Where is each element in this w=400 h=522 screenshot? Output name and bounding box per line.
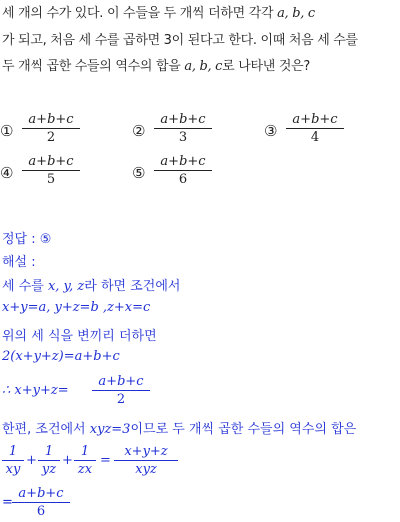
- equals-sign: =: [100, 453, 111, 468]
- solution-fraction: [2, 444, 24, 477]
- solution-fraction: [92, 374, 150, 407]
- choice-fraction: [22, 154, 80, 187]
- solution-fraction: [74, 444, 96, 477]
- fraction-denominator: 4: [286, 128, 344, 145]
- choice-number: ②: [132, 122, 146, 140]
- problem-line-2: [2, 29, 358, 48]
- fraction-denominator: yz: [38, 460, 60, 477]
- fraction-numerator: a+b+c: [98, 374, 144, 389]
- problem-line-3: [2, 55, 310, 74]
- choice-number: ④: [0, 164, 14, 182]
- solution-fraction: [12, 486, 70, 519]
- fraction-denominator: 5: [22, 170, 80, 187]
- fraction-numerator: 1: [8, 444, 18, 459]
- problem-text: 두 개씩 곱한 수들의 역수의 합을: [2, 59, 181, 74]
- problem-variables: a, b, c: [184, 59, 223, 74]
- answer-line: 정답 : ⑤: [2, 232, 52, 247]
- solution-equation-3: ∴ x+y+z=: [2, 383, 69, 398]
- fraction-numerator: a+b+c: [18, 486, 64, 501]
- choice-fraction: [286, 112, 344, 145]
- explanation-heading: 해설 :: [2, 255, 36, 270]
- fraction-denominator: xyz: [114, 460, 178, 477]
- fraction-denominator: 2: [92, 390, 150, 407]
- solution-text: 이므로 두 개씩 곱한 수들의 역수의 합은: [130, 422, 357, 437]
- problem-variables: a, b, c: [277, 6, 315, 21]
- solution-text: 라 하면 조건에서: [84, 279, 181, 294]
- fraction-denominator: 3: [154, 128, 212, 145]
- solution-fraction: [114, 444, 178, 477]
- solution-text: 세 수를: [2, 279, 44, 294]
- fraction-numerator: x+y+z: [124, 444, 168, 459]
- fraction-numerator: 1: [44, 444, 54, 459]
- choice-fraction: [154, 112, 212, 145]
- solution-step-1: [2, 275, 180, 294]
- solution-step-3: 위의 세 식을 변끼리 더하면: [2, 329, 157, 344]
- solution-therefore-line: [2, 383, 69, 398]
- solution-fraction: [38, 444, 60, 477]
- plus-sign: +: [62, 453, 73, 468]
- problem-text: 가 되고, 처음 세 수를 곱하면 3이 된다고 한다. 이때 처음 세 수를: [2, 33, 358, 48]
- fraction-denominator: zx: [74, 460, 96, 477]
- fraction-denominator: 6: [12, 502, 70, 519]
- choice-fraction: [154, 154, 212, 187]
- choice-number: ⑤: [132, 164, 146, 182]
- fraction-numerator: 1: [80, 444, 90, 459]
- solution-variables: x, y, z: [47, 279, 85, 294]
- choice-fraction: [22, 112, 80, 145]
- fraction-numerator: a+b+c: [28, 154, 74, 169]
- solution-text: 한편, 조건에서: [2, 422, 86, 437]
- solution-equation-2: 2(x+y+z)=a+b+c: [2, 349, 120, 364]
- fraction-denominator: 6: [154, 170, 212, 187]
- solution-equation-1: x+y=a, y+z=b ,z+x=c: [2, 300, 151, 315]
- problem-line-1: [2, 2, 315, 21]
- solution-step-6: [2, 418, 356, 437]
- solution-equation: xyz=3: [89, 422, 131, 437]
- fraction-numerator: a+b+c: [160, 112, 206, 127]
- equals-sign: =: [2, 495, 13, 510]
- choice-number: ①: [0, 122, 14, 140]
- choice-number: ③: [264, 122, 278, 140]
- fraction-numerator: a+b+c: [160, 154, 206, 169]
- fraction-denominator: 2: [22, 128, 80, 145]
- plus-sign: +: [26, 453, 37, 468]
- fraction-numerator: a+b+c: [292, 112, 338, 127]
- problem-text: 세 개의 수가 있다. 이 수들을 두 개씩 더하면 각각: [2, 6, 274, 21]
- fraction-numerator: a+b+c: [28, 112, 74, 127]
- problem-text: 로 나타낸 것은?: [222, 59, 310, 74]
- fraction-denominator: xy: [2, 460, 24, 477]
